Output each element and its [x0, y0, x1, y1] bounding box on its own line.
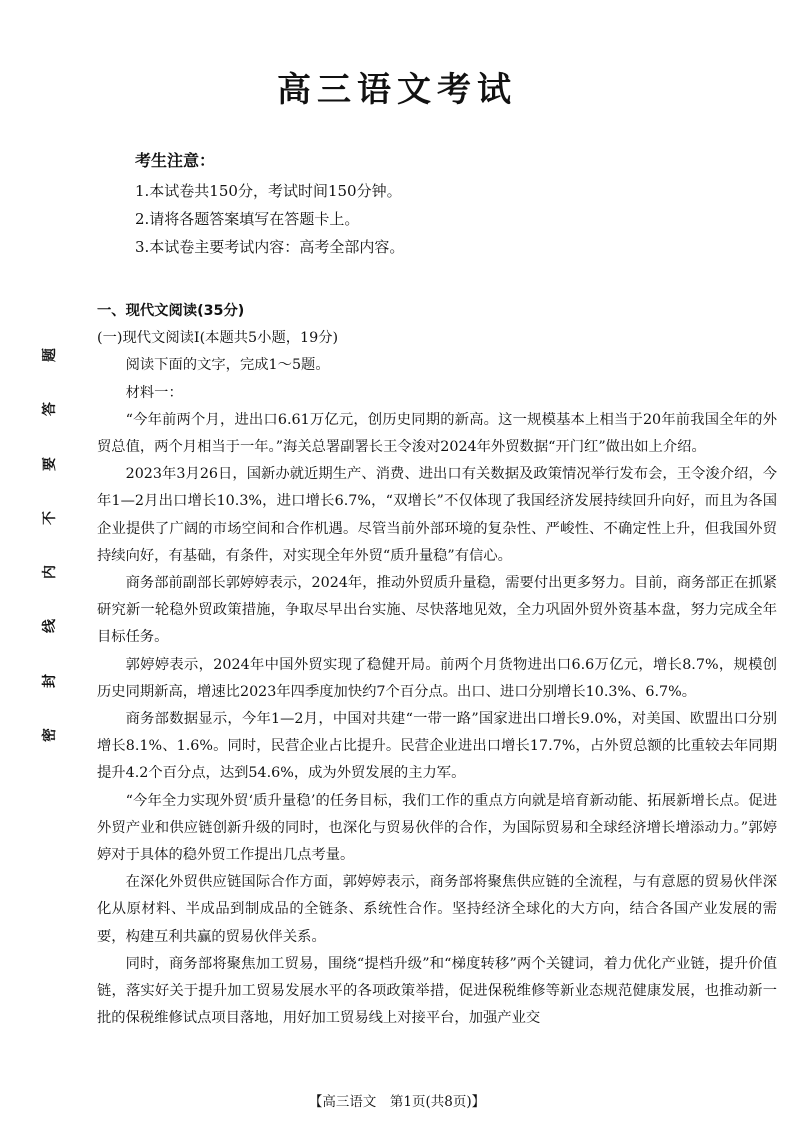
article-paragraph: 商务部数据显示，今年1—2月，中国对共建“一带一路”国家进出口增长9.0%，对美国、欧盟出口分别增长8.1%、1.6%。同时，民营企业占比提升。民营企业进出口增长17.7%，占外贸总额的比重较去年同期提升4.2个百分点，达到54.6%，成为外贸发展的主力军。 [97, 711, 777, 782]
page-title: 高三语文考试 [277, 70, 517, 110]
margin-char: 答 [42, 402, 58, 417]
seal-line-margin [38, 345, 60, 745]
margin-char: 不 [42, 510, 58, 525]
reading-section [97, 298, 777, 1032]
article-paragraph: “今年全力实现外贸‘质升量稳’的任务目标，我们工作的重点方向就是培育新动能、拓展新增长点。促进外贸产业和供应链创新升级的同时，也深化与贸易伙伴的合作，为国际贸易和全球经济增长增添动力。”郭婷婷对于具体的稳外贸工作提出几点考量。 [97, 792, 777, 864]
article-paragraph: 在深化外贸供应链国际合作方面，郭婷婷表示，商务部将聚焦供应链的全流程，与有意愿的贸易伙伴深化从原材料、半成品到制成品的全链条、系统性合作。坚持经济全球化的大方向，结合各国产业发展的需要，构建互利共赢的贸易伙伴关系。 [97, 874, 777, 945]
margin-char: 要 [42, 456, 58, 471]
margin-char: 内 [42, 565, 58, 580]
article-paragraph: 2023年3月26日，国新办就近期生产、消费、进出口有关数据及政策情况举行发布会，王令浚介绍，今年1—2月出口增长10.3%，进口增长6.7%，“双增长”不仅体现了我国经济发展持续回升向好，而且为各国企业提供了广阔的市场空间和合作机遇。尽管当前外部环境的复杂性、严峻性、不确定性上升，但我国外贸持续向好，有基础，有条件，对实现全年外贸“质升量稳”有信心。 [97, 466, 777, 564]
material-label: 材料一： [125, 384, 183, 401]
notice-heading: 考生注意： [135, 151, 216, 170]
margin-char: 封 [42, 673, 58, 688]
section-title: 一、现代文阅读(35分) [97, 303, 245, 319]
notice-item-3: 3.本试卷主要考试内容：高考全部内容。 [135, 238, 405, 256]
margin-char: 线 [42, 619, 58, 634]
article-paragraph: “今年前两个月，进出口6.61万亿元，创历史同期的新高。这一规模基本上相当于20年前我国全年的外贸总值，两个月相当于一年。”海关总署副署长王令浚对2024年外贸数据“开门红”做出如上介绍。 [97, 411, 777, 456]
article-paragraph: 同时，商务部将聚焦加工贸易，围绕“提档升级”和“梯度转移”两个关键词，着力优化产业链，提升价值链，落实好关于提升加工贸易发展水平的各项政策举措，促进保税维修等新业态规范健康发展，也推动新一批的保税维修试点项目落地，用好加工贸易线上对接平台，加强产业交 [97, 955, 777, 1027]
section-instruction: 阅读下面的文字，完成1～5题。 [125, 357, 330, 374]
margin-char: 题 [42, 348, 58, 362]
margin-char: 密 [42, 727, 58, 742]
article-paragraph: 郭婷婷表示，2024年中国外贸实现了稳健开局。前两个月货物进出口6.6万亿元，增长8.7%，规模创历史同期新高，增速比2023年四季度加快约7个百分点。出口、进口分别增长10.3%、6.7%。 [97, 656, 777, 700]
page-footer: 【高三语文 第1页(共8页)】 [308, 1094, 486, 1110]
section-subtitle: (一)现代文阅读Ⅰ(本题共5小题，19分) [97, 330, 339, 347]
article-paragraph: 商务部前副部长郭婷婷表示，2024年，推动外贸质升量稳，需要付出更多努力。目前，商务部正在抓紧研究新一轮稳外贸政策措施，争取尽早出台实施、尽快落地见效，全力巩固外贸外资基本盘，努力完成全年目标任务。 [97, 575, 777, 646]
notice-item-1: 1.本试卷共150分，考试时间150分钟。 [135, 182, 402, 200]
notice-item-2: 2.请将各题答案填写在答题卡上。 [135, 210, 360, 228]
exam-notice [135, 148, 404, 261]
